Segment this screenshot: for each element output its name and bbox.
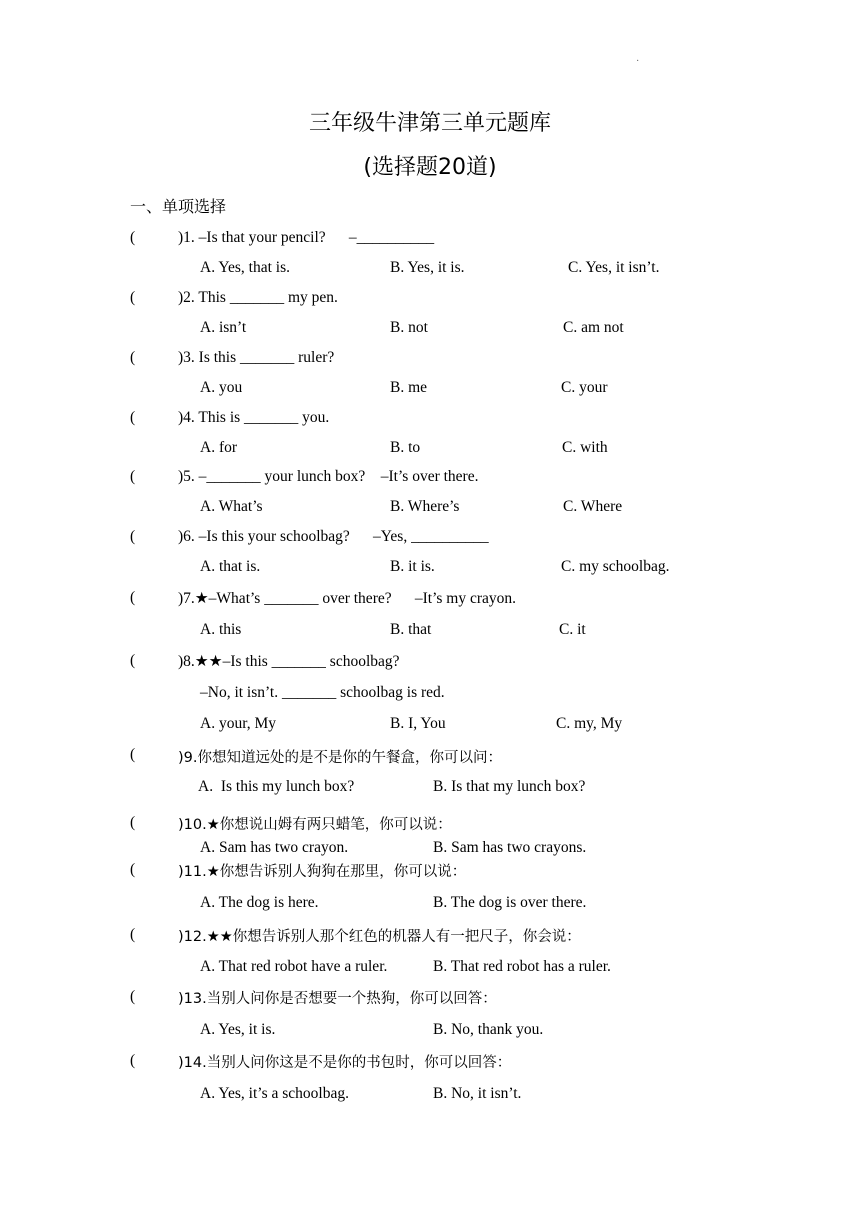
option-b: B. The dog is over there.	[433, 894, 587, 911]
corner-mark: ·	[636, 56, 640, 67]
option-b: B. not	[390, 319, 428, 336]
option-c: C. my schoolbag.	[561, 558, 670, 575]
paren-open: (	[130, 988, 136, 1005]
paren-open: (	[130, 926, 136, 943]
option-b: B. me	[390, 379, 428, 396]
paren-open: (	[130, 229, 136, 246]
option-b: B. I, You	[390, 715, 446, 732]
page-title: 三年级牛津第三单元题库	[308, 111, 551, 136]
question-stem: )10.★你想说山姆有两只蜡笔，你可以说：	[178, 817, 452, 833]
option-b: B. Yes, it is.	[390, 259, 465, 276]
option-a: A. Yes, it’s a schoolbag.	[200, 1085, 349, 1102]
paren-open: (	[130, 861, 136, 878]
answer-blank[interactable]	[130, 1052, 135, 1070]
option-a: A. this	[200, 621, 242, 638]
option-b: B. to	[390, 439, 421, 456]
option-a: A. isn’t	[200, 319, 247, 336]
option-c: C. your	[561, 379, 608, 396]
question-stem: )12.★★你想告诉别人那个红色的机器人有一把尺子，你会说：	[178, 929, 581, 945]
option-a: A. your, My	[200, 715, 277, 732]
option-c: C. with	[562, 439, 608, 456]
option-a: A. Is this my lunch box?	[198, 778, 355, 795]
option-c: C. my, My	[556, 715, 623, 732]
paren-open: (	[130, 289, 136, 306]
option-a: A. Sam has two crayon.	[200, 839, 349, 856]
question-stem: )14.当别人问你这是不是你的书包时，你可以回答：	[178, 1055, 512, 1071]
paren-open: (	[130, 814, 136, 831]
answer-blank[interactable]	[130, 289, 135, 307]
option-b: B. Sam has two crayons.	[433, 839, 587, 856]
answer-blank[interactable]	[130, 988, 135, 1006]
answer-blank[interactable]	[130, 589, 135, 607]
question-stem-continued: –No, it isn’t. _______ schoolbag is red.	[200, 684, 445, 701]
option-c: C. it	[559, 621, 586, 638]
option-c: C. Yes, it isn’t.	[568, 259, 660, 276]
option-a: A. What’s	[200, 498, 263, 515]
question-stem: )5. –_______ your lunch box? –It’s over there.	[178, 468, 479, 485]
option-a: A. That red robot have a ruler.	[200, 958, 388, 975]
answer-blank[interactable]	[130, 528, 135, 546]
option-a: A. for	[200, 439, 238, 456]
question-stem: )13.当别人问你是否想要一个热狗，你可以回答：	[178, 991, 497, 1007]
paren-open: (	[130, 468, 136, 485]
paren-open: (	[130, 528, 136, 545]
paren-open: (	[130, 409, 136, 426]
paren-open: (	[130, 589, 136, 606]
question-stem: )2. This _______ my pen.	[178, 289, 338, 306]
option-b: B. Is that my lunch box?	[433, 778, 586, 795]
paren-open: (	[130, 1052, 136, 1069]
question-stem: )1. –Is that your pencil? –__________	[178, 229, 435, 246]
option-b: B. That red robot has a ruler.	[433, 958, 611, 975]
answer-blank[interactable]	[130, 861, 135, 879]
option-a: A. Yes, it is.	[200, 1021, 276, 1038]
option-a: A. The dog is here.	[200, 894, 319, 911]
answer-blank[interactable]	[130, 926, 135, 944]
section-title: 一、单项选择	[130, 197, 227, 216]
paren-open: (	[130, 652, 136, 669]
option-c: C. Where	[563, 498, 623, 515]
answer-blank[interactable]	[130, 409, 135, 427]
question-stem: )11.★你想告诉别人狗狗在那里，你可以说：	[178, 864, 467, 880]
option-c: C. am not	[563, 319, 624, 336]
option-b: B. No, thank you.	[433, 1021, 544, 1038]
question-stem: )3. Is this _______ ruler?	[178, 349, 335, 366]
paren-open: (	[130, 746, 136, 763]
question-stem: )7.★–What’s _______ over there? –It’s my crayon.	[178, 590, 517, 607]
option-b: B. that	[390, 621, 432, 638]
paren-open: (	[130, 349, 136, 366]
answer-blank[interactable]	[130, 652, 135, 670]
answer-blank[interactable]	[130, 349, 135, 367]
question-stem: )8.★★–Is this _______ schoolbag?	[178, 653, 400, 670]
option-a: A. that is.	[200, 558, 261, 575]
option-b: B. Where’s	[390, 498, 460, 515]
answer-blank[interactable]	[130, 229, 135, 247]
option-b: B. it is.	[390, 558, 435, 575]
question-stem: )6. –Is this your schoolbag? –Yes, __________	[178, 528, 489, 545]
answer-blank[interactable]	[130, 746, 135, 764]
option-a: A. Yes, that is.	[200, 259, 291, 276]
question-stem: )9.你想知道远处的是不是你的午餐盒，你可以问：	[178, 750, 502, 766]
option-a: A. you	[200, 379, 243, 396]
page-subtitle: (选择题20道)	[363, 155, 497, 180]
question-stem: )4. This is _______ you.	[178, 409, 330, 426]
option-b: B. No, it isn’t.	[433, 1085, 522, 1102]
answer-blank[interactable]	[130, 468, 135, 486]
answer-blank[interactable]	[130, 814, 135, 832]
